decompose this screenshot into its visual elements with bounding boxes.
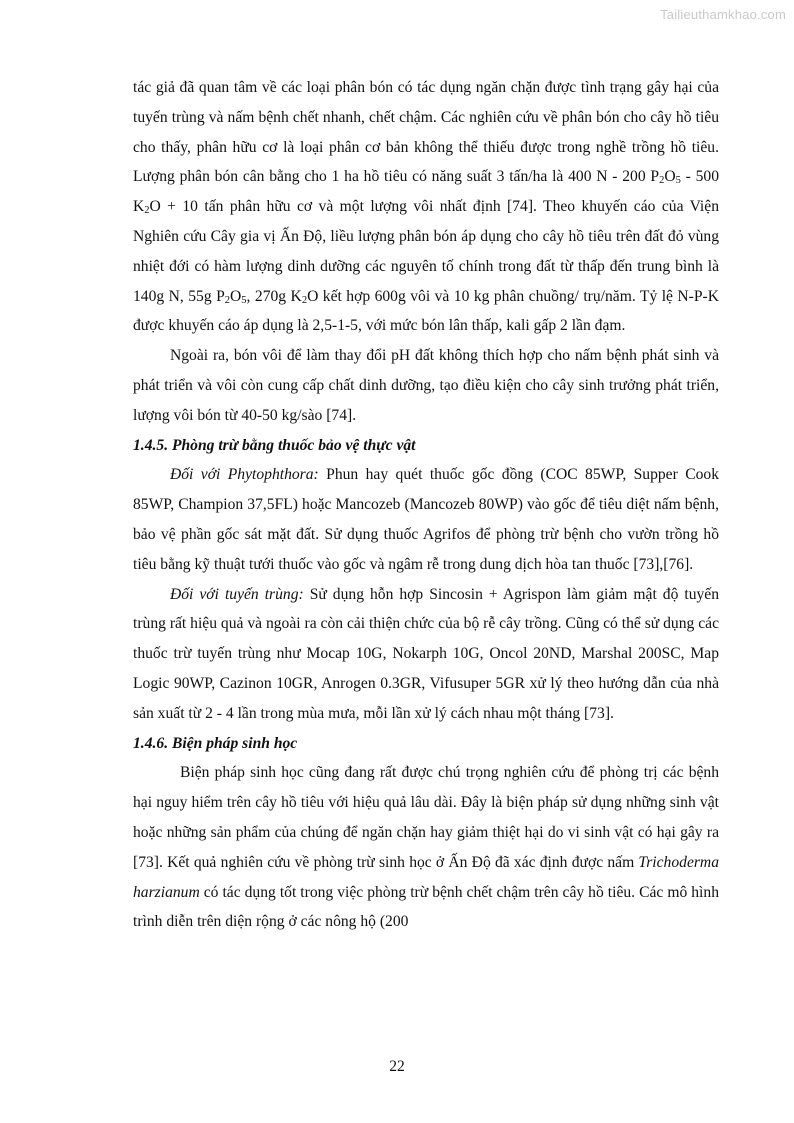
paragraph-fertilizer: tác giả đã quan tâm về các loại phân bón có tác dụng ngăn chặn được tình trạng gây hại của tuyến trùng và nấm bệnh chết nhanh, chết chậm. Các nghiên cứu về phân bón cho cây hồ tiêu cho thấy, phân hữu cơ là loại phân cơ bản không thể thiếu được trong nghề trồng hồ tiêu. Lượng phân bón cân bằng cho 1 ha hồ tiêu có năng suất 3 tấn/ha là 400 N - 200 $P_2O_5 - 500$ $K_2O + 10$ tấn phân hữu cơ và một lượng vôi nhất định [74]. Theo khuyến cáo của Viện Nghiên cứu Cây gia vị Ấn Độ, liều lượng phân bón áp dụng cho cây hồ tiêu trên đất đỏ vùng nhiệt đới có hàm lượng dinh dưỡng các nguyên tố chính trong đất từ thấp đến trung bình là 140g N, 55g $P_2O_5$, 270g $K_2O$ kết hợp 600g vôi và 10 kg phân chuồng/ trụ/năm. Tỷ lệ N-P-K được khuyến cáo áp dụng là 2,5-1-5, với mức bón lân thấp, kali gấp 2 lần đạm. xyxy=(133,79,719,335)
trichoderma-name: Trichoderma harzianum xyxy=(133,853,719,901)
paragraph-biological: Biện pháp sinh học cũng đang rất được chú trọng nghiên cứu để phòng trị các bệnh hại nguy hiểm trên cây hồ tiêu với hiệu quả lâu dài. Đây là biện pháp sử dụng những sinh vật hoặc những sản phẩm của chúng để ngăn chặn hay giảm thiệt hại do vi sinh vật có hại gây ra [73]. Kết quả nghiên cứu về phòng trừ sinh học ở Ấn Độ đã xác định được nấm Trichoderma harzianum có tác dụng tốt trong việc phòng trừ bệnh chết chậm trên cây hồ tiêu. Các mô hình trình diễn trên diện rộng ở các nông hộ (200 xyxy=(133,764,719,931)
watermark: Tailieuthamkhao.com xyxy=(660,7,786,22)
nematode-label: Đối với tuyến trùng: xyxy=(170,585,304,603)
paragraph-phytophthora: Đối với Phytophthora: Phun hay quét thuốc gốc đồng (COC 85WP, Supper Cook 85WP, Champion 37,5FL) hoặc Mancozeb (Mancozeb 80WP) vào gốc để tiêu diệt nấm bệnh, bảo vệ phần gốc sát mặt đất. Sử dụng thuốc Agrifos để phòng trừ bệnh cho vườn trồng hồ tiêu bằng kỹ thuật tưới thuốc vào gốc và ngâm rễ trong dung dịch hòa tan thuốc [73],[76]. xyxy=(133,466,720,573)
page-body xyxy=(133,73,719,937)
paragraph-nematode: Đối với tuyến trùng: Sử dụng hỗn hợp Sincosin + Agrispon làm giảm mật độ tuyến trùng rất hiệu quả và ngoài ra còn cải thiện chức của bộ rễ cây trồng. Cũng có thể sử dụng các thuốc trừ tuyến trùng như Mocap 10G, Nokarph 10G, Oncol 20ND, Marshal 200SC, Map Logic 90WP, Cazinon 10GR, Anrogen 0.3GR, Vifusuper 5GR xử lý theo hướng dẫn của nhà sản xuất từ 2 - 4 lần trong mùa mưa, mỗi lần xử lý cách nhau một tháng [73]. xyxy=(133,585,720,722)
heading-1-4-5: 1.4.5. Phòng trừ bằng thuốc bảo vệ thực vật xyxy=(133,436,416,454)
heading-1-4-6: 1.4.6. Biện pháp sinh học xyxy=(133,734,298,752)
paragraph-lime: Ngoài ra, bón vôi để làm thay đổi pH đất không thích hợp cho nấm bệnh phát sinh và phát triển và vôi còn cung cấp chất dinh dưỡng, tạo điều kiện cho cây sinh trưởng phát triển, lượng vôi bón từ 40-50 kg/sào [74]. xyxy=(133,347,719,424)
phytophthora-label: Đối với Phytophthora: xyxy=(170,466,319,484)
page-number: 22 xyxy=(389,1058,405,1075)
